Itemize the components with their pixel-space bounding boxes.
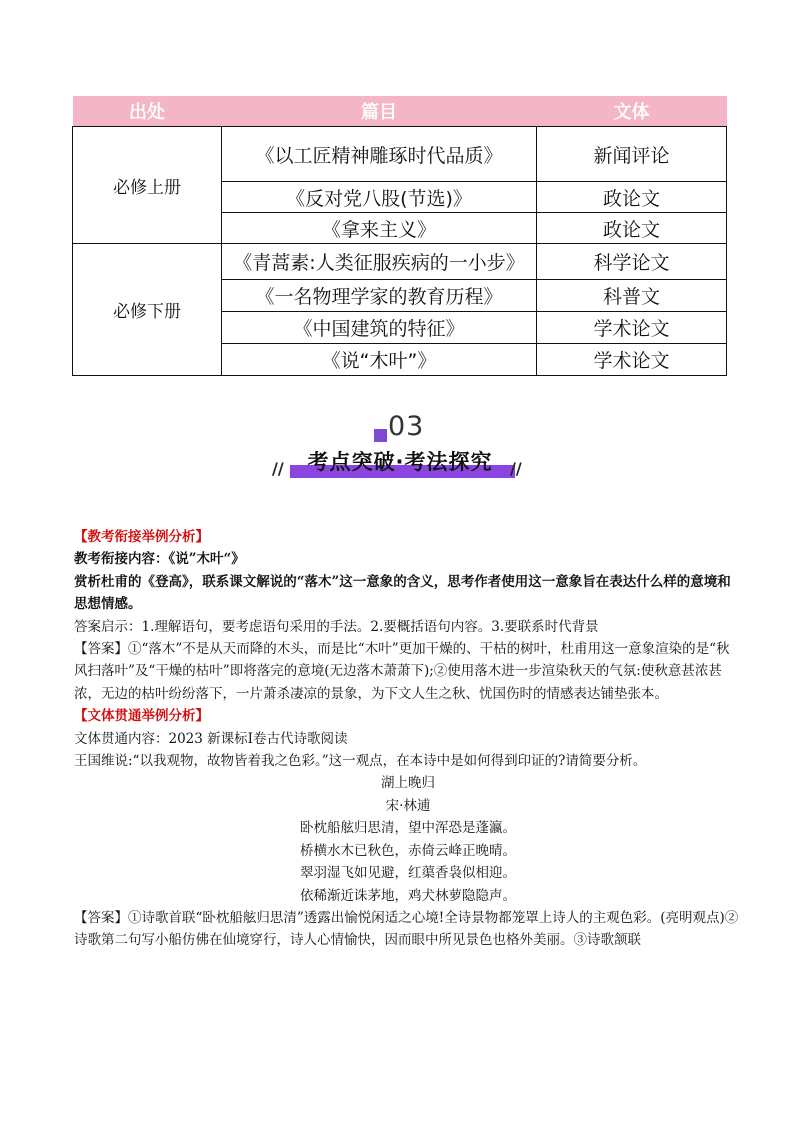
content-line: 教考衔接内容：《说”木叶“》 [74,551,245,568]
answer-2-text: ①诗歌首联“卧枕船舷归思清”透露出愉悦闲适之心境!全诗景物都笼罩上诗人的主观色彩。(亮明观点)②诗歌第二句写小船仿佛在仙境穿行，诗人心情愉快，因而眼中所见景色也格外美丽。③诗歌颔联 [74,909,739,949]
title-cell: 《拿来主义》 [222,213,537,244]
header-source: 出处 [73,96,222,127]
answer-1 [74,638,742,705]
left-slash-decoration: // [272,459,284,478]
section-number-square [374,429,387,442]
poem-line: 卧枕船舷归思清，望中浑恐是蓬瀛。 [300,820,516,837]
question-2: 王国维说:“以我观物，故物皆着我之色彩。”这一观点，在本诗中是如何得到印证的?请简要分析。 [74,753,647,770]
genre-cell: 科学论文 [537,244,727,280]
title-cell: 《以工匠精神雕琢时代品质》 [222,127,537,182]
right-slash-decoration: // [510,459,522,478]
poem-line: 依稀渐近诛茅地，鸡犬林萝隐隐声。 [300,887,516,904]
genre-table [72,96,727,376]
answer-1-text: ①“落木”不是从天而降的木头，而是比“木叶”更加干燥的、干枯的树叶，杜甫用这一意象渲染的是“秋风扫落叶”及“干燥的枯叶”即将落完的意境(无边落木萧萧下);②使用落木进一步渲染秋天的气氛:使秋意甚浓甚浓，无边的枯叶纷纷落下，一片萧杀凄凉的景象，为下文人生之秋、忧国伤时的情感表达铺垫张本。 [74,641,730,702]
title-cell: 《说“木叶”》 [222,344,537,376]
genre-cell: 科普文 [537,280,727,312]
heading-genre-link: 【文体贯通举例分析】 [74,708,209,725]
answer-label: 【答案】 [74,909,128,926]
section-header [270,411,530,485]
content-line-2: 文体贯通内容：2023 新课标Ⅰ卷古代诗歌阅读 [74,730,348,747]
body-text [74,526,742,952]
section-title: 考点突破·考法探究 [307,450,493,474]
answer-2 [74,907,742,952]
genre-cell: 学术论文 [537,312,727,344]
genre-cell: 新闻评论 [537,127,727,182]
genre-cell: 政论文 [537,182,727,213]
poem-line: 桥横水木已秋色，赤倚云峰正晚晴。 [300,842,516,859]
poem-line: 翠羽湿飞如见避，红蕖香袅似相迎。 [300,865,516,882]
header-title: 篇目 [222,96,537,127]
section-number: 03 [388,411,425,442]
title-cell: 《反对党八股(节选)》 [222,182,537,213]
header-genre: 文体 [537,96,727,127]
genre-cell: 学术论文 [537,344,727,376]
genre-cell: 政论文 [537,213,727,244]
poem-author: 宋·林逋 [385,797,431,814]
table-header-row [73,96,727,127]
question-1: 赏析杜甫的《登高》，联系课文解说的“落木”这一意象的含义，思考作者使用这一意象旨在表达什么样的意境和思想情感。 [74,573,731,613]
heading-teaching-exam: 【教考衔接举例分析】 [74,529,209,545]
title-cell: 《中国建筑的特征》 [222,312,537,344]
table-row [73,127,727,182]
table-row [73,244,727,280]
volume-cell: 必修下册 [73,244,222,376]
volume-cell: 必修上册 [73,127,222,244]
title-cell: 《青蒿素:人类征服疾病的一小步》 [222,244,537,280]
title-cell: 《一名物理学家的教育历程》 [222,280,537,312]
answer-hint: 答案启示：1.理解语句，要考虑语句采用的手法。2.要概括语句内容。3.要联系时代背景 [74,618,599,635]
answer-label: 【答案】 [74,641,128,658]
poem-title: 湖上晚归 [381,775,435,792]
